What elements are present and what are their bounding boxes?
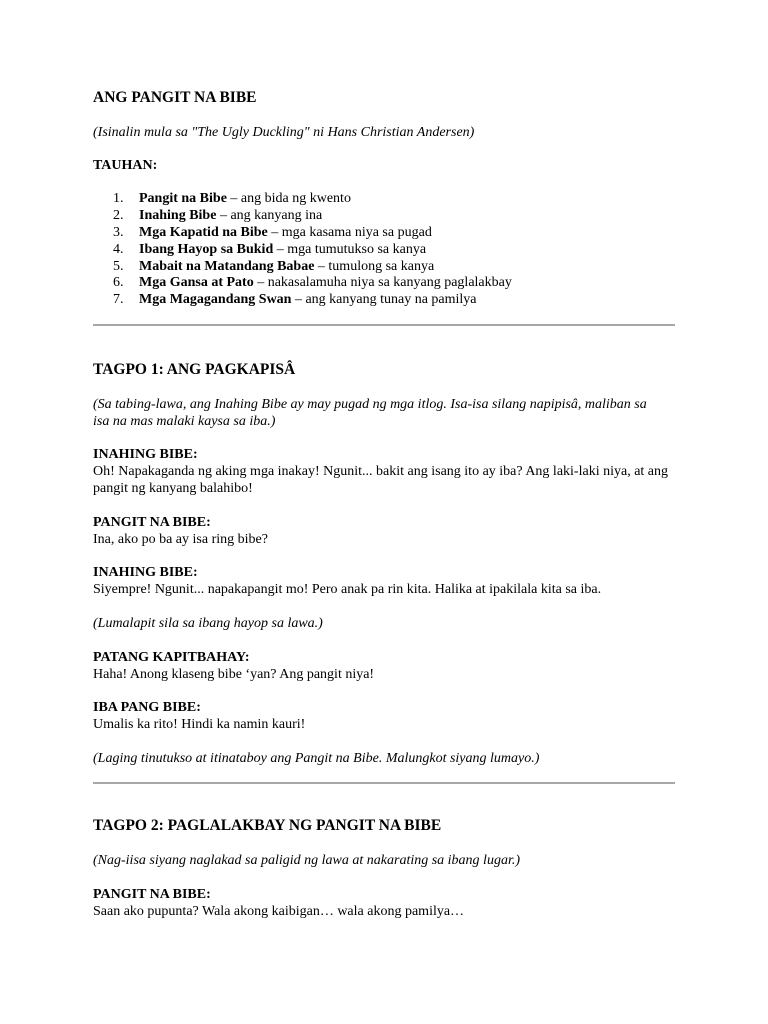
speaker-name: PANGIT NA BIBE: [93,515,211,530]
cast-name: Pangit na Bibe [139,191,227,206]
cast-item [93,259,512,276]
dialogue-line: Ina, ako po ba ay isa ring bibe? [93,532,268,547]
cast-heading: TAUHAN: [93,158,158,173]
cast-name: Mga Gansa at Pato [139,275,254,291]
stage-direction: (Sa tabing-lawa, ang Inahing Bibe ay may pugad ng mga itlog. Isa-isa silang napipisâ, maliban sa isa na mas malaki kaysa sa iba.) [93,397,647,429]
cast-number: 3. [113,224,124,240]
cast-description: – mga tumutukso sa kanya [273,241,427,257]
scene-1-title: TAGPO 1: ANG PAGKAPISÂ [93,361,296,378]
speaker-name: PATANG KAPITBAHAY: [93,650,250,665]
cast-description: – ang bida ng kwento [226,191,351,206]
cast-name: Mabait na Matandang Babae [139,258,315,274]
cast-description: – ang kanyang ina [216,207,323,223]
cast-number: 1. [113,191,124,206]
cast-item [93,208,512,225]
cast-number: 2. [113,207,124,223]
section-divider [93,324,675,326]
speaker-name: PANGIT NA BIBE: [93,887,211,902]
cast-number: 6. [113,275,124,291]
stage-direction: (Nag-iisa siyang naglakad sa paligid ng lawa at nakarating sa ibang lugar.) [93,853,521,868]
cast-description: – ang kanyang tunay na pamilya [291,292,477,308]
cast-number: 4. [113,241,124,257]
speaker-name: INAHING BIBE: [93,447,198,462]
scene-2-title: TAGPO 2: PAGLALAKBAY NG PANGIT NA BIBE [93,817,442,834]
stage-direction: (Lumalapit sila sa ibang hayop sa lawa.) [93,616,323,631]
dialogue-line: Umalis ka rito! Hindi ka namin kauri! [93,717,306,732]
cast-item [93,292,512,309]
cast-description: – mga kasama niya sa pugad [267,224,432,240]
cast-name: Inahing Bibe [139,207,217,223]
dialogue-line: Siyempre! Ngunit... napakapangit mo! Pero anak pa rin kita. Halika at ipakilala kita sa iba. [93,582,602,597]
stage-direction: (Laging tinutukso at itinataboy ang Pangit na Bibe. Malungkot siyang lumayo.) [93,751,540,766]
cast-name: Mga Magagandang Swan [139,292,292,308]
section-divider [93,782,675,784]
cast-list [93,191,512,309]
cast-item [93,275,512,292]
document-subtitle: (Isinalin mula sa "The Ugly Duckling" ni Hans Christian Andersen) [93,125,475,140]
cast-name: Mga Kapatid na Bibe [139,224,268,240]
cast-item [93,225,512,242]
speaker-name: IBA PANG BIBE: [93,700,201,715]
cast-number: 5. [113,258,124,274]
cast-item [93,191,512,208]
cast-number: 7. [113,292,124,308]
cast-item [93,242,512,259]
dialogue-line: Haha! Anong klaseng bibe ‘yan? Ang pangit niya! [93,667,375,682]
cast-description: – nakasalamuha niya sa kanyang paglalakbay [253,275,512,291]
speaker-name: INAHING BIBE: [93,565,198,580]
cast-name: Ibang Hayop sa Bukid [139,241,274,257]
document-title: ANG PANGIT NA BIBE [93,89,257,106]
dialogue-line: Oh! Napakaganda ng aking mga inakay! Ngunit... bakit ang isang ito ay iba? Ang laki-laki niya, at ang pangit ng kanyang balahibo! [93,464,669,496]
cast-description: – tumulong sa kanya [314,258,435,274]
dialogue-line: Saan ako pupunta? Wala akong kaibigan… wala akong pamilya… [93,904,465,919]
